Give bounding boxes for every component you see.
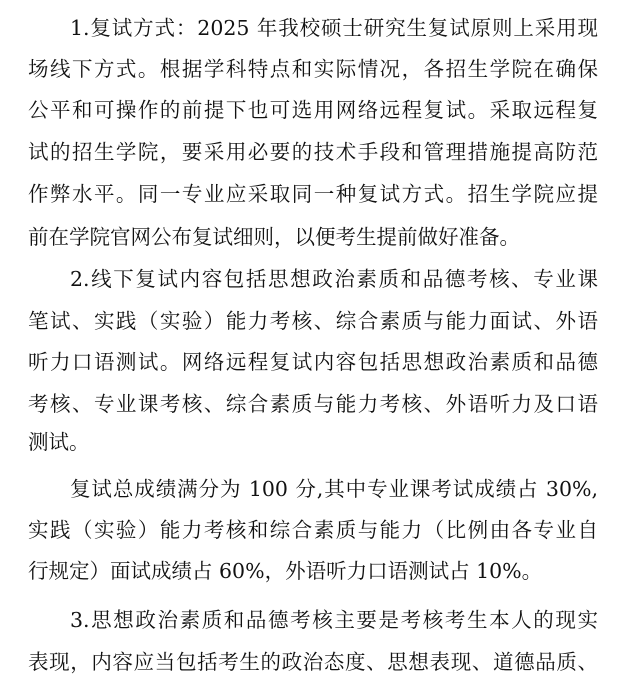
text-line: 行规定）面试成绩占 60%，外语听力口语测试占 10%。 bbox=[28, 559, 543, 583]
text-line: 公平和可操作的前提下也可选用网络远程复试。采取远程复 bbox=[28, 98, 598, 122]
text-line: 试的招生学院，要采用必要的技术手段和管理措施提高防范 bbox=[28, 140, 598, 164]
text-line: 复试总成绩满分为 100 分,其中专业课考试成绩占 30%, bbox=[70, 477, 598, 501]
text-line: 实践（实验）能力考核和综合素质与能力（比例由各专业自 bbox=[28, 518, 598, 542]
text-line: 作弊水平。同一专业应采取同一种复试方式。招生学院应提 bbox=[28, 182, 598, 206]
text-line: 场线下方式。根据学科特点和实际情况，各招生学院在确保 bbox=[28, 57, 598, 81]
text-line: 考核、专业课考核、综合素质与能力考核、外语听力及口语 bbox=[28, 392, 598, 416]
text-line: 2.线下复试内容包括思想政治素质和品德考核、专业课 bbox=[70, 267, 598, 291]
text-line: 表现，内容应当包括考生的政治态度、思想表现、道德品质、 bbox=[28, 650, 598, 674]
text-line: 1.复试方式：2025 年我校硕士研究生复试原则上采用现 bbox=[70, 16, 598, 40]
text-line: 前在学院官网公布复试细则，以便考生提前做好准备。 bbox=[28, 225, 520, 249]
text-line: 笔试、实践（实验）能力考核、综合素质与能力面试、外语 bbox=[28, 309, 598, 333]
text-line: 听力口语测试。网络远程复试内容包括思想政治素质和品德 bbox=[28, 350, 598, 374]
text-line: 测试。 bbox=[28, 430, 90, 454]
text-line: 3.思想政治素质和品德考核主要是考核考生本人的现实 bbox=[70, 608, 598, 632]
